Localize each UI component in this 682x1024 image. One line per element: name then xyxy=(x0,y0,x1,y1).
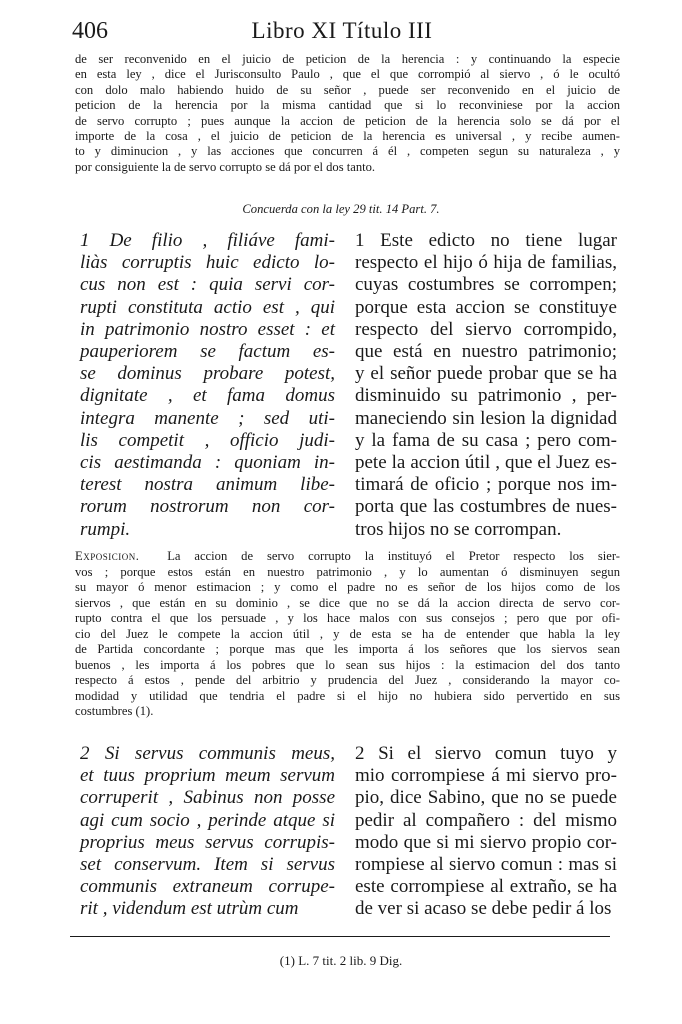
text-line: de servo corrupto ; pues aunque la accion de peticion de la herencia solo se dá por el xyxy=(75,113,620,128)
spanish-line: rompiese al siervo comun : mas si xyxy=(355,854,617,876)
page-header xyxy=(72,18,612,48)
spanish-line: respecto el hijo ó hija de familias, xyxy=(355,252,617,274)
footnote-rule xyxy=(70,936,610,937)
latin-line: integra manente ; sed uti- xyxy=(80,407,335,429)
spanish-line: 2 Si el siervo comun tuyo y xyxy=(355,743,617,764)
spanish-line: mio corrompiese á mi siervo pro- xyxy=(355,765,617,787)
text-line: buenos , les importa á los pobres que lo sean sus hijos : la estimacion del dos tanto xyxy=(75,657,620,672)
text-line: de ser reconvenido en el juicio de peticion de la herencia : y continuando la especie xyxy=(75,52,620,66)
spanish-line: pio, dice Sabino, que no se puede xyxy=(355,787,617,809)
spanish-text-section-1 xyxy=(355,230,617,541)
latin-line: 2 Si servus communis meus, xyxy=(80,743,335,764)
spanish-line: de ver si acaso se debe pedir á los xyxy=(355,898,612,920)
latin-line: cus non est : quia servi cor- xyxy=(80,274,335,296)
latin-line: agi cum socio , perinde atque si xyxy=(80,809,335,831)
spanish-line: timará de oficio ; porque nos im- xyxy=(355,474,617,496)
spanish-line: pete la accion útil , que el Juez es- xyxy=(355,452,617,474)
text-line: costumbres (1). xyxy=(75,704,154,718)
text-line: peticion de la herencia por la misma cantidad que si lo reconviniese por la accion xyxy=(75,98,620,113)
text-line: vos ; porque estos están en nuestro patrimonio , y lo aumentan ó disminuyen segun xyxy=(75,564,620,579)
spanish-line: y el señor puede probar que se ha xyxy=(355,363,617,385)
spanish-line: respecto del siervo corrompido, xyxy=(355,318,617,340)
text-line: por consiguiente la de servo corrupto se dá por el dos tanto. xyxy=(75,159,376,174)
latin-line: lis competit , officio judi- xyxy=(80,429,335,451)
latin-line: rumpi. xyxy=(80,518,131,540)
spanish-text-section-2 xyxy=(355,743,617,921)
text-line: de Partida concordante ; porque mas que les importa á los señores que los siervos sean xyxy=(75,642,620,656)
latin-text-section-2 xyxy=(80,743,335,921)
footnote: (1) L. 7 tit. 2 lib. 9 Dig. xyxy=(279,953,403,968)
exposition-paragraph xyxy=(75,549,620,720)
latin-line: rorum nostrorum non cor- xyxy=(80,496,335,518)
exposition-first-text: La accion de servo corrupto la instituyó el Pretor respecto los sier- xyxy=(167,549,620,563)
spanish-line: 1 Este edicto no tiene lugar xyxy=(355,230,617,251)
text-line: modidad y utilidad que tendria el padre si el hijo no hubiera sido pervertido en sus xyxy=(75,688,620,703)
latin-line: cis aestimanda : quoniam in- xyxy=(80,452,335,474)
text-line: cio del Juez le compete la accion útil , y de esta se ha de entender que habla la ley xyxy=(75,626,620,641)
spanish-line: que está en nuestro patrimonio; xyxy=(355,341,617,363)
latin-line: in patrimonio nostro esset : et xyxy=(80,318,335,340)
exposition-label: Exposicion. xyxy=(75,549,140,563)
latin-line: proprius meus servus corrupis- xyxy=(80,831,335,853)
latin-line: rupti constituta actio est , qui xyxy=(80,296,335,318)
running-title: Libro XI Título III xyxy=(251,18,433,43)
latin-line: terest nostra animum libe- xyxy=(80,474,335,496)
latin-line: dignitate , et fama domus xyxy=(80,385,335,407)
latin-text-section-1 xyxy=(80,230,335,541)
text-line: to y diminucion , y las acciones que concurren á él , competen segun su naturaleza , y xyxy=(75,144,620,159)
latin-line: liàs corruptis huic edicto lo- xyxy=(80,252,335,274)
spanish-line: tros hijos no se corrompan. xyxy=(355,518,562,540)
concordance-note: Concuerda con la ley 29 tit. 14 Part. 7. xyxy=(242,202,440,216)
text-line: en esta ley , dice el Jurisconsulto Paulo , que el que corrompió al siervo , ó le ocultó xyxy=(75,67,620,82)
latin-line: 1 De filio , filiáve fami- xyxy=(80,230,335,251)
text-line: respecto á estos , pende del arbitrio y prudencia del Juez , considerando la mayor co- xyxy=(75,673,620,687)
latin-line: corruperit , Sabinus non posse xyxy=(80,787,335,809)
text-line: su mayor ó menor estimacion ; y como el padre no es señor de los hijos como de los xyxy=(75,580,620,594)
commentary-paragraph xyxy=(75,52,620,175)
latin-line: se dominus probare potest, xyxy=(80,363,335,385)
text-line: rupto contra el que los persuade , y los hace malos con sus consejos ; pero que por ofi- xyxy=(75,611,620,625)
latin-line: et tuus proprium meum servum xyxy=(80,765,335,787)
spanish-line: porta que las costumbres de nues- xyxy=(355,496,617,518)
spanish-line: pedir al compañero : del mismo xyxy=(355,809,617,831)
latin-line: pauperiorem se factum es- xyxy=(80,341,335,363)
spanish-line: disminuido su patrimonio , per- xyxy=(355,385,617,407)
spanish-line: y la fama de su casa ; pero com- xyxy=(355,429,617,451)
text-line: importe de la cosa , el juicio de peticion de la herencia es universal , y recibe aumen- xyxy=(75,129,620,144)
latin-line: set conservum. Item si servus xyxy=(80,854,335,876)
text-line: siervos , que están en su dominio , se dice que no se dá la accion directa de servo cor- xyxy=(75,595,620,610)
spanish-line: maneciendo sin lesion la dignidad xyxy=(355,407,617,429)
latin-line: communis extraneum corrupe- xyxy=(80,876,335,898)
spanish-line: porque esta accion se constituye xyxy=(355,296,617,318)
exposition-first-line xyxy=(75,549,620,565)
latin-line: rit , videndum est utrùm cum xyxy=(80,898,299,920)
page-number: 406 xyxy=(72,18,108,44)
spanish-line: modo que si mi siervo propio cor- xyxy=(355,831,617,853)
spanish-line: cuyas costumbres se corrompen; xyxy=(355,274,617,296)
spanish-line: este corrompiese al extraño, se ha xyxy=(355,876,617,898)
text-line: con dolo malo habiendo huido de su señor , puede ser reconvenido en el juicio de xyxy=(75,82,620,97)
